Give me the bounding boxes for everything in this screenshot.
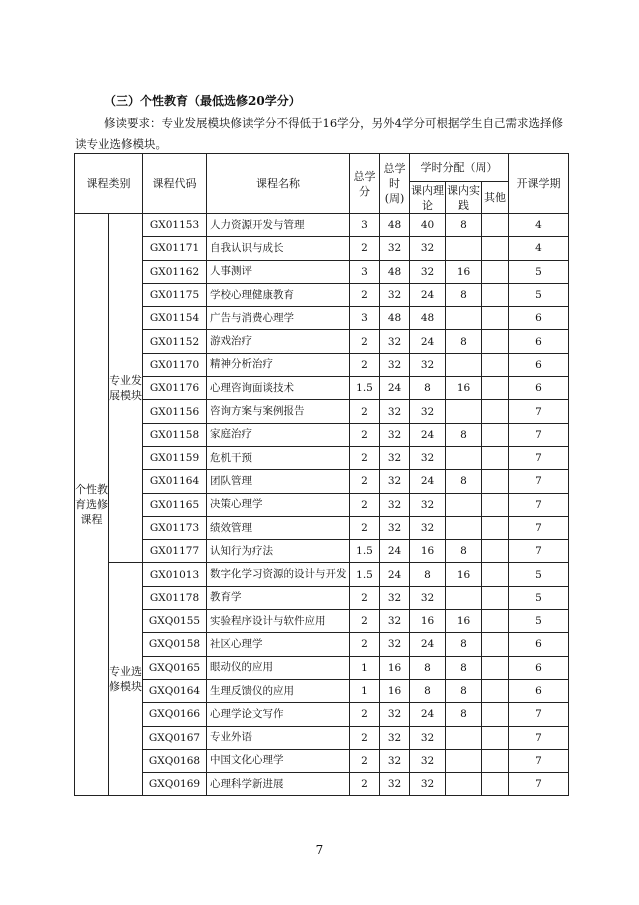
course-hours: 32 <box>380 633 410 656</box>
course-code: GX01159 <box>143 446 207 469</box>
course-hours: 32 <box>380 353 410 376</box>
course-theory: 24 <box>410 633 446 656</box>
course-semester: 5 <box>509 283 569 306</box>
course-credits: 1.5 <box>350 563 380 586</box>
course-name: 人事测评 <box>207 260 350 283</box>
course-code: GX01162 <box>143 260 207 283</box>
course-hours: 48 <box>380 214 410 237</box>
course-theory: 32 <box>410 446 446 469</box>
course-theory: 8 <box>410 563 446 586</box>
course-semester: 6 <box>509 633 569 656</box>
course-other <box>482 516 509 539</box>
course-hours: 32 <box>380 516 410 539</box>
course-other <box>482 307 509 330</box>
course-theory: 24 <box>410 283 446 306</box>
course-credits: 3 <box>350 260 380 283</box>
course-credits: 2 <box>350 493 380 516</box>
course-code: GX01176 <box>143 377 207 400</box>
course-code: GXQ0167 <box>143 726 207 749</box>
course-name: 社区心理学 <box>207 633 350 656</box>
course-other <box>482 610 509 633</box>
course-theory: 16 <box>410 540 446 563</box>
header-other: 其他 <box>482 182 509 214</box>
course-practice: 8 <box>446 283 482 306</box>
course-semester: 5 <box>509 563 569 586</box>
course-practice <box>446 400 482 423</box>
table-row <box>75 446 569 469</box>
table-row <box>75 633 569 656</box>
course-hours: 32 <box>380 423 410 446</box>
course-hours: 32 <box>380 237 410 260</box>
table-row <box>75 283 569 306</box>
course-code: GX01178 <box>143 586 207 609</box>
course-name: 精神分析治疗 <box>207 353 350 376</box>
course-code: GXQ0164 <box>143 679 207 702</box>
course-other <box>482 353 509 376</box>
table-row <box>75 260 569 283</box>
course-theory: 32 <box>410 400 446 423</box>
course-name: 危机干预 <box>207 446 350 469</box>
course-practice: 8 <box>446 633 482 656</box>
course-name: 数字化学习资源的设计与开发 <box>207 563 350 586</box>
course-semester: 6 <box>509 656 569 679</box>
header-semester: 开课学期 <box>509 154 569 214</box>
course-semester: 7 <box>509 703 569 726</box>
header-hours: 总学时(周) <box>380 154 410 214</box>
course-hours: 32 <box>380 703 410 726</box>
course-name: 认知行为疗法 <box>207 540 350 563</box>
course-credits: 2 <box>350 586 380 609</box>
table-row <box>75 470 569 493</box>
course-credits: 1.5 <box>350 377 380 400</box>
course-credits: 2 <box>350 400 380 423</box>
course-practice <box>446 307 482 330</box>
course-practice <box>446 726 482 749</box>
course-theory: 32 <box>410 749 446 772</box>
course-theory: 24 <box>410 470 446 493</box>
course-name: 咨询方案与案例报告 <box>207 400 350 423</box>
course-other <box>482 726 509 749</box>
course-practice: 8 <box>446 656 482 679</box>
course-practice: 16 <box>446 610 482 633</box>
course-hours: 48 <box>380 260 410 283</box>
header-theory: 课内理论 <box>411 183 444 212</box>
table-row <box>75 377 569 400</box>
course-theory: 24 <box>410 703 446 726</box>
course-semester: 4 <box>509 237 569 260</box>
header-credits: 总学分 <box>350 154 380 214</box>
table-row <box>75 773 569 796</box>
header-category: 课程类别 <box>75 154 143 214</box>
course-code: GXQ0165 <box>143 656 207 679</box>
course-hours: 32 <box>380 749 410 772</box>
course-hours: 16 <box>380 679 410 702</box>
course-semester: 7 <box>509 493 569 516</box>
course-name: 中国文化心理学 <box>207 749 350 772</box>
course-code: GX01165 <box>143 493 207 516</box>
course-credits: 2 <box>350 353 380 376</box>
course-code: GXQ0169 <box>143 773 207 796</box>
course-semester: 7 <box>509 400 569 423</box>
course-credits: 1.5 <box>350 540 380 563</box>
table-row <box>75 563 569 586</box>
course-semester: 7 <box>509 726 569 749</box>
course-code: GX01175 <box>143 283 207 306</box>
table-row <box>75 679 569 702</box>
course-semester: 5 <box>509 260 569 283</box>
course-semester: 5 <box>509 610 569 633</box>
course-semester: 7 <box>509 446 569 469</box>
course-other <box>482 330 509 353</box>
header-distribution: 学时分配（周） <box>410 154 509 182</box>
course-code: GX01156 <box>143 400 207 423</box>
course-theory: 8 <box>410 679 446 702</box>
course-credits: 2 <box>350 516 380 539</box>
course-theory: 32 <box>410 353 446 376</box>
course-semester: 6 <box>509 377 569 400</box>
course-credits: 2 <box>350 423 380 446</box>
course-credits: 2 <box>350 610 380 633</box>
course-semester: 7 <box>509 470 569 493</box>
course-other <box>482 703 509 726</box>
course-practice: 8 <box>446 470 482 493</box>
course-name: 心理咨询面谈技术 <box>207 377 350 400</box>
course-other <box>482 493 509 516</box>
course-credits: 2 <box>350 726 380 749</box>
table-row <box>75 703 569 726</box>
course-hours: 32 <box>380 283 410 306</box>
course-other <box>482 749 509 772</box>
course-semester: 7 <box>509 423 569 446</box>
course-credits: 2 <box>350 470 380 493</box>
course-theory: 32 <box>410 260 446 283</box>
course-other <box>482 656 509 679</box>
course-name: 自我认识与成长 <box>207 237 350 260</box>
course-name: 家庭治疗 <box>207 423 350 446</box>
course-practice <box>446 586 482 609</box>
table-row <box>75 400 569 423</box>
course-name: 专业外语 <box>207 726 350 749</box>
table-row <box>75 330 569 353</box>
course-other <box>482 679 509 702</box>
table-row <box>75 610 569 633</box>
course-credits: 1 <box>350 679 380 702</box>
course-hours: 32 <box>380 330 410 353</box>
course-other <box>482 586 509 609</box>
module-cell: 专业发展模块 <box>109 214 143 563</box>
course-hours: 32 <box>380 610 410 633</box>
course-code: GX01177 <box>143 540 207 563</box>
course-practice: 16 <box>446 260 482 283</box>
table-row <box>75 353 569 376</box>
course-hours: 32 <box>380 400 410 423</box>
course-semester: 7 <box>509 773 569 796</box>
table-row <box>75 749 569 772</box>
course-credits: 2 <box>350 446 380 469</box>
course-semester: 6 <box>509 353 569 376</box>
table-row <box>75 586 569 609</box>
course-credits: 2 <box>350 703 380 726</box>
course-other <box>482 773 509 796</box>
course-other <box>482 633 509 656</box>
course-semester: 6 <box>509 307 569 330</box>
course-semester: 4 <box>509 214 569 237</box>
course-practice <box>446 773 482 796</box>
course-name: 心理学论文写作 <box>207 703 350 726</box>
course-name: 广告与消费心理学 <box>207 307 350 330</box>
course-theory: 32 <box>410 586 446 609</box>
course-semester: 7 <box>509 516 569 539</box>
course-hours: 32 <box>380 773 410 796</box>
course-code: GXQ0166 <box>143 703 207 726</box>
table-row <box>75 423 569 446</box>
module-cell: 专业选修模块 <box>109 563 143 796</box>
table-row <box>75 516 569 539</box>
course-credits: 2 <box>350 773 380 796</box>
course-hours: 24 <box>380 377 410 400</box>
course-credits: 2 <box>350 283 380 306</box>
course-name: 实验程序设计与软件应用 <box>207 610 350 633</box>
course-name: 生理反馈仪的应用 <box>207 679 350 702</box>
course-code: GX01152 <box>143 330 207 353</box>
course-theory: 8 <box>410 656 446 679</box>
course-other <box>482 283 509 306</box>
course-code: GX01173 <box>143 516 207 539</box>
course-theory: 32 <box>410 493 446 516</box>
course-hours: 24 <box>380 563 410 586</box>
course-practice <box>446 493 482 516</box>
course-name: 绩效管理 <box>207 516 350 539</box>
course-code: GX01164 <box>143 470 207 493</box>
table-row <box>75 493 569 516</box>
course-name: 游戏治疗 <box>207 330 350 353</box>
course-other <box>482 446 509 469</box>
course-semester: 6 <box>509 330 569 353</box>
course-theory: 32 <box>410 237 446 260</box>
course-theory: 48 <box>410 307 446 330</box>
course-code: GX01013 <box>143 563 207 586</box>
course-practice <box>446 516 482 539</box>
table-row <box>75 726 569 749</box>
course-theory: 32 <box>410 726 446 749</box>
course-code: GX01171 <box>143 237 207 260</box>
course-practice <box>446 749 482 772</box>
course-hours: 32 <box>380 446 410 469</box>
course-name: 学校心理健康教育 <box>207 283 350 306</box>
course-other <box>482 540 509 563</box>
course-other <box>482 214 509 237</box>
course-code: GXQ0168 <box>143 749 207 772</box>
course-practice: 8 <box>446 423 482 446</box>
course-practice: 16 <box>446 563 482 586</box>
course-practice <box>446 237 482 260</box>
course-hours: 24 <box>380 540 410 563</box>
course-other <box>482 237 509 260</box>
course-name: 心理科学新进展 <box>207 773 350 796</box>
course-other <box>482 563 509 586</box>
course-other <box>482 260 509 283</box>
course-credits: 3 <box>350 307 380 330</box>
course-code: GX01170 <box>143 353 207 376</box>
course-semester: 7 <box>509 540 569 563</box>
page-number: 7 <box>315 843 324 857</box>
course-theory: 32 <box>410 516 446 539</box>
section-heading: （三）个性教育（最低选修20学分） <box>104 94 301 108</box>
course-theory: 8 <box>410 377 446 400</box>
course-code: GXQ0155 <box>143 610 207 633</box>
course-code: GXQ0158 <box>143 633 207 656</box>
course-theory: 16 <box>410 610 446 633</box>
course-name: 眼动仪的应用 <box>207 656 350 679</box>
course-semester: 5 <box>509 586 569 609</box>
course-other <box>482 377 509 400</box>
course-practice: 16 <box>446 377 482 400</box>
course-practice: 8 <box>446 703 482 726</box>
header-name: 课程名称 <box>207 154 350 214</box>
table-row <box>75 237 569 260</box>
course-credits: 3 <box>350 214 380 237</box>
course-name: 教育学 <box>207 586 350 609</box>
header-practice: 课内实践 <box>447 183 480 212</box>
course-theory: 24 <box>410 330 446 353</box>
table-row <box>75 656 569 679</box>
course-name: 团队管理 <box>207 470 350 493</box>
course-other <box>482 470 509 493</box>
course-table <box>74 153 569 796</box>
course-hours: 16 <box>380 656 410 679</box>
course-credits: 2 <box>350 749 380 772</box>
course-hours: 32 <box>380 493 410 516</box>
table-row <box>75 540 569 563</box>
course-semester: 6 <box>509 679 569 702</box>
course-theory: 40 <box>410 214 446 237</box>
course-table-body <box>75 214 569 796</box>
course-hours: 32 <box>380 726 410 749</box>
course-credits: 2 <box>350 633 380 656</box>
course-semester: 7 <box>509 749 569 772</box>
course-code: GX01153 <box>143 214 207 237</box>
course-code: GX01154 <box>143 307 207 330</box>
course-practice <box>446 446 482 469</box>
course-theory: 24 <box>410 423 446 446</box>
table-row <box>75 214 569 237</box>
header-code: 课程代码 <box>143 154 207 214</box>
course-practice <box>446 353 482 376</box>
course-practice: 8 <box>446 330 482 353</box>
course-credits: 1 <box>350 656 380 679</box>
course-practice: 8 <box>446 679 482 702</box>
course-other <box>482 400 509 423</box>
course-theory: 32 <box>410 773 446 796</box>
course-hours: 32 <box>380 586 410 609</box>
course-hours: 32 <box>380 470 410 493</box>
course-code: GX01158 <box>143 423 207 446</box>
course-credits: 2 <box>350 330 380 353</box>
course-hours: 48 <box>380 307 410 330</box>
course-name: 人力资源开发与管理 <box>207 214 350 237</box>
course-other <box>482 423 509 446</box>
course-practice: 8 <box>446 214 482 237</box>
table-row <box>75 307 569 330</box>
requirements-paragraph: 修读要求：专业发展模块修读学分不得低于16学分，另外4学分可根据学生自己需求选择修读专业选修模块。 <box>75 116 563 151</box>
course-practice: 8 <box>446 540 482 563</box>
category-main-cell: 个性教育选修课程 <box>75 214 109 796</box>
course-credits: 2 <box>350 237 380 260</box>
course-name: 决策心理学 <box>207 493 350 516</box>
